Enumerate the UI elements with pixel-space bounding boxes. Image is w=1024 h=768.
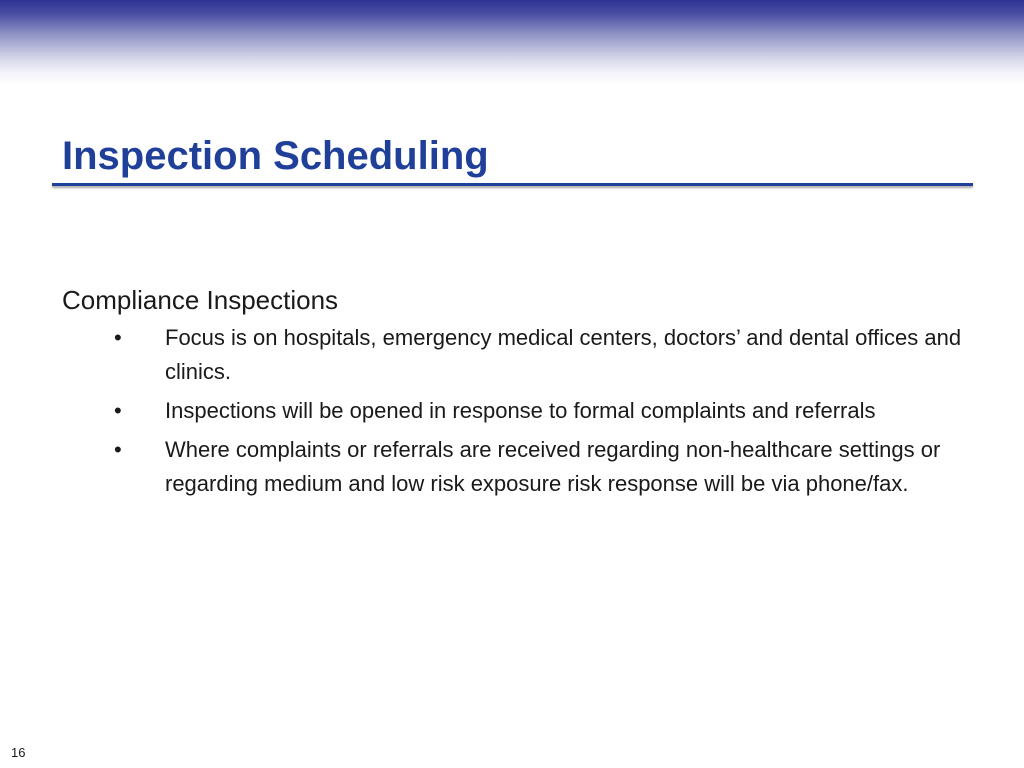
slide-body (62, 283, 962, 506)
bullet-item (62, 394, 962, 428)
title-underline (52, 183, 973, 186)
bullet-text: Inspections will be opened in response to formal complaints and referrals (165, 398, 876, 423)
page-number: 16 (11, 745, 26, 760)
bullet-text: Focus is on hospitals, emergency medical centers, doctors’ and dental offices and clinics. (165, 325, 962, 384)
bullet-icon: • (114, 325, 122, 350)
section-heading: Compliance Inspections (62, 285, 339, 315)
bullet-icon: • (114, 437, 122, 462)
bullet-icon: • (114, 398, 122, 423)
slide-title: Inspection Scheduling (62, 134, 489, 178)
bullet-text: Where complaints or referrals are received regarding non-healthcare settings or regarding medium and low risk exposure risk response will be via phone/fax. (165, 437, 941, 496)
header-gradient-band (0, 0, 1024, 84)
bullet-list (62, 321, 962, 501)
bullet-item (62, 321, 962, 389)
bullet-item (62, 433, 962, 501)
